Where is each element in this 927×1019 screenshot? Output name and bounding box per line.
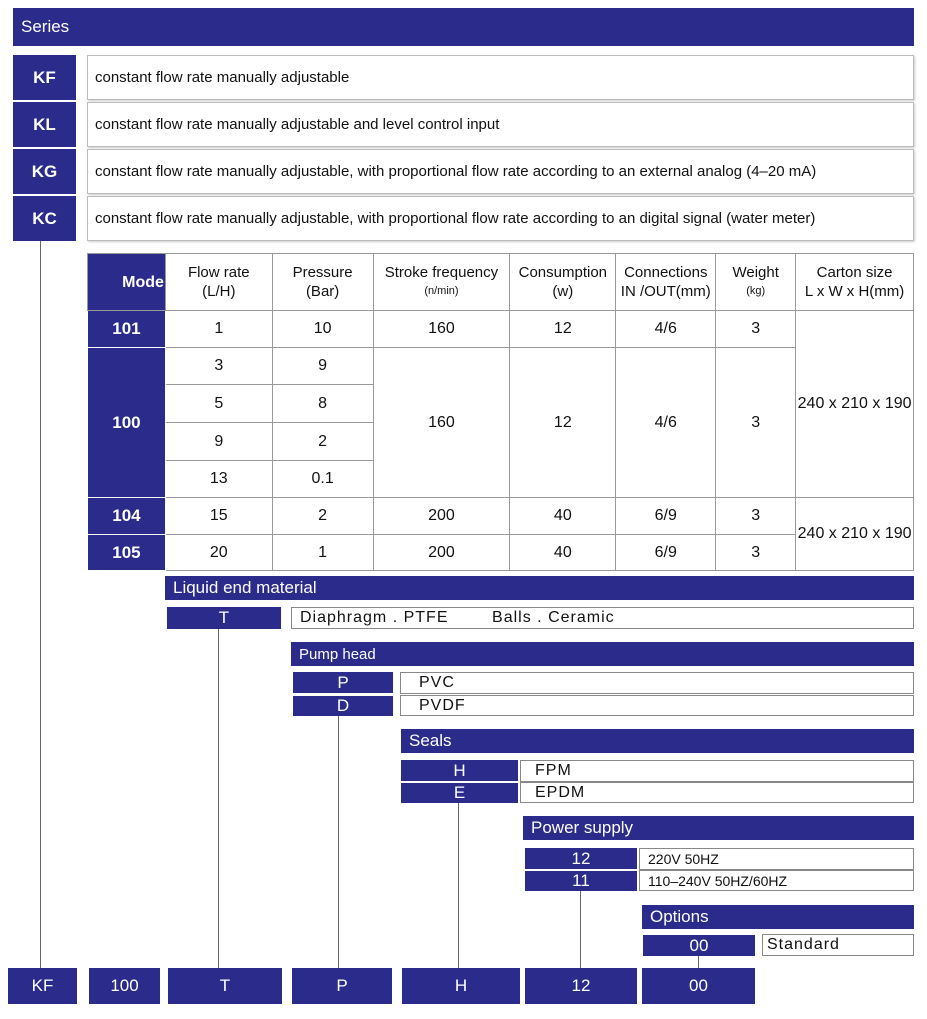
consumption-cell: 40 bbox=[510, 498, 616, 535]
consumption-cell: 12 bbox=[510, 311, 616, 348]
carton-cell: 240 x 210 x 190 bbox=[796, 498, 914, 571]
connector-line bbox=[698, 956, 699, 968]
pressure-cell: 10 bbox=[272, 311, 373, 348]
series-desc-kc: constant flow rate manually adjustable, with proportional flow rate according to an digital signal (water meter) bbox=[87, 196, 914, 241]
consumption-cell: 40 bbox=[510, 535, 616, 571]
options-header: Options bbox=[642, 905, 914, 929]
flow-cell: 5 bbox=[165, 385, 272, 423]
table-row bbox=[88, 535, 914, 571]
weight-cell: 3 bbox=[716, 348, 796, 498]
pressure-cell: 1 bbox=[272, 535, 373, 571]
header-stroke: Stroke frequency (n/min) bbox=[373, 254, 510, 311]
stroke-cell: 200 bbox=[373, 535, 510, 571]
liquid-desc: Diaphragm . PTFE Balls . Ceramic bbox=[291, 607, 914, 629]
power-desc-12: 220V 50HZ bbox=[639, 848, 914, 870]
connector-line bbox=[338, 716, 339, 968]
stroke-cell: 160 bbox=[373, 311, 510, 348]
weight-cell: 3 bbox=[716, 535, 796, 571]
power-code-11: 11 bbox=[525, 871, 637, 891]
table-row bbox=[88, 311, 914, 348]
seals-desc-e: EPDM bbox=[520, 782, 914, 803]
weight-cell: 3 bbox=[716, 498, 796, 535]
example-power: 12 bbox=[525, 968, 637, 1004]
seals-desc-h: FPM bbox=[520, 760, 914, 782]
pump-code-p: P bbox=[293, 672, 393, 693]
flow-cell: 15 bbox=[165, 498, 272, 535]
pump-desc-p: PVC bbox=[400, 672, 914, 694]
table-row bbox=[88, 348, 914, 385]
carton-cell: 240 x 210 x 190 bbox=[796, 311, 914, 498]
series-code-kc: KC bbox=[13, 196, 76, 241]
power-code-12: 12 bbox=[525, 848, 637, 869]
example-liquid-end: T bbox=[168, 968, 282, 1004]
options-desc-00: Standard bbox=[762, 934, 914, 956]
stroke-cell: 200 bbox=[373, 498, 510, 535]
series-desc-kl: constant flow rate manually adjustable and level control input bbox=[87, 102, 914, 147]
header-pressure: Pressure (Bar) bbox=[272, 254, 373, 311]
consumption-cell: 12 bbox=[510, 348, 616, 498]
connections-cell: 6/9 bbox=[616, 535, 716, 571]
table-row bbox=[88, 498, 914, 535]
pressure-cell: 2 bbox=[272, 498, 373, 535]
series-header: Series bbox=[13, 8, 914, 46]
header-mode: Mode bbox=[88, 254, 166, 311]
flow-cell: 13 bbox=[165, 461, 272, 498]
pump-head-header: Pump head bbox=[291, 642, 914, 666]
series-code-kl: KL bbox=[13, 102, 76, 147]
pressure-cell: 9 bbox=[272, 348, 373, 385]
example-series: KF bbox=[8, 968, 77, 1004]
power-desc-11: 110–240V 50HZ/60HZ bbox=[639, 870, 914, 891]
series-code-kf: KF bbox=[13, 55, 76, 100]
options-code-00: 00 bbox=[643, 935, 755, 956]
table-header-row bbox=[88, 254, 914, 311]
pressure-cell: 8 bbox=[272, 385, 373, 423]
series-code-kg: KG bbox=[13, 149, 76, 194]
flow-cell: 3 bbox=[165, 348, 272, 385]
stroke-cell: 160 bbox=[373, 348, 510, 498]
pressure-cell: 0.1 bbox=[272, 461, 373, 498]
series-desc-kf: constant flow rate manually adjustable bbox=[87, 55, 914, 100]
example-options: 00 bbox=[642, 968, 755, 1004]
example-seals: H bbox=[402, 968, 520, 1004]
mode-cell: 101 bbox=[88, 311, 166, 348]
flow-cell: 9 bbox=[165, 423, 272, 461]
mode-cell: 100 bbox=[88, 348, 166, 498]
header-consumption: Consumption (w) bbox=[510, 254, 616, 311]
connector-line bbox=[218, 629, 219, 968]
seals-header: Seals bbox=[401, 729, 914, 753]
connections-cell: 4/6 bbox=[616, 311, 716, 348]
mode-cell: 104 bbox=[88, 498, 166, 535]
mode-cell: 105 bbox=[88, 535, 166, 571]
seals-code-e: E bbox=[401, 783, 518, 803]
connector-line bbox=[40, 241, 41, 968]
header-carton: Carton size L x W x H(mm) bbox=[796, 254, 914, 311]
pump-code-d: D bbox=[293, 696, 393, 716]
power-supply-header: Power supply bbox=[523, 816, 914, 840]
pump-desc-d: PVDF bbox=[400, 695, 914, 716]
example-pump-head: P bbox=[292, 968, 392, 1004]
header-connections: Connections IN /OUT(mm) bbox=[616, 254, 716, 311]
liquid-end-header: Liquid end material bbox=[165, 576, 914, 600]
spec-table bbox=[87, 253, 914, 571]
example-model: 100 bbox=[89, 968, 160, 1004]
connections-cell: 4/6 bbox=[616, 348, 716, 498]
header-weight: Weight (kg) bbox=[716, 254, 796, 311]
weight-cell: 3 bbox=[716, 311, 796, 348]
flow-cell: 20 bbox=[165, 535, 272, 571]
series-desc-kg: constant flow rate manually adjustable, with proportional flow rate according to an external analog (4–20 mA) bbox=[87, 149, 914, 194]
connector-line bbox=[580, 891, 581, 968]
pressure-cell: 2 bbox=[272, 423, 373, 461]
liquid-code: T bbox=[167, 607, 281, 629]
connector-line bbox=[458, 803, 459, 968]
header-flow: Flow rate (L/H) bbox=[165, 254, 272, 311]
seals-code-h: H bbox=[401, 760, 518, 781]
flow-cell: 1 bbox=[165, 311, 272, 348]
connections-cell: 6/9 bbox=[616, 498, 716, 535]
